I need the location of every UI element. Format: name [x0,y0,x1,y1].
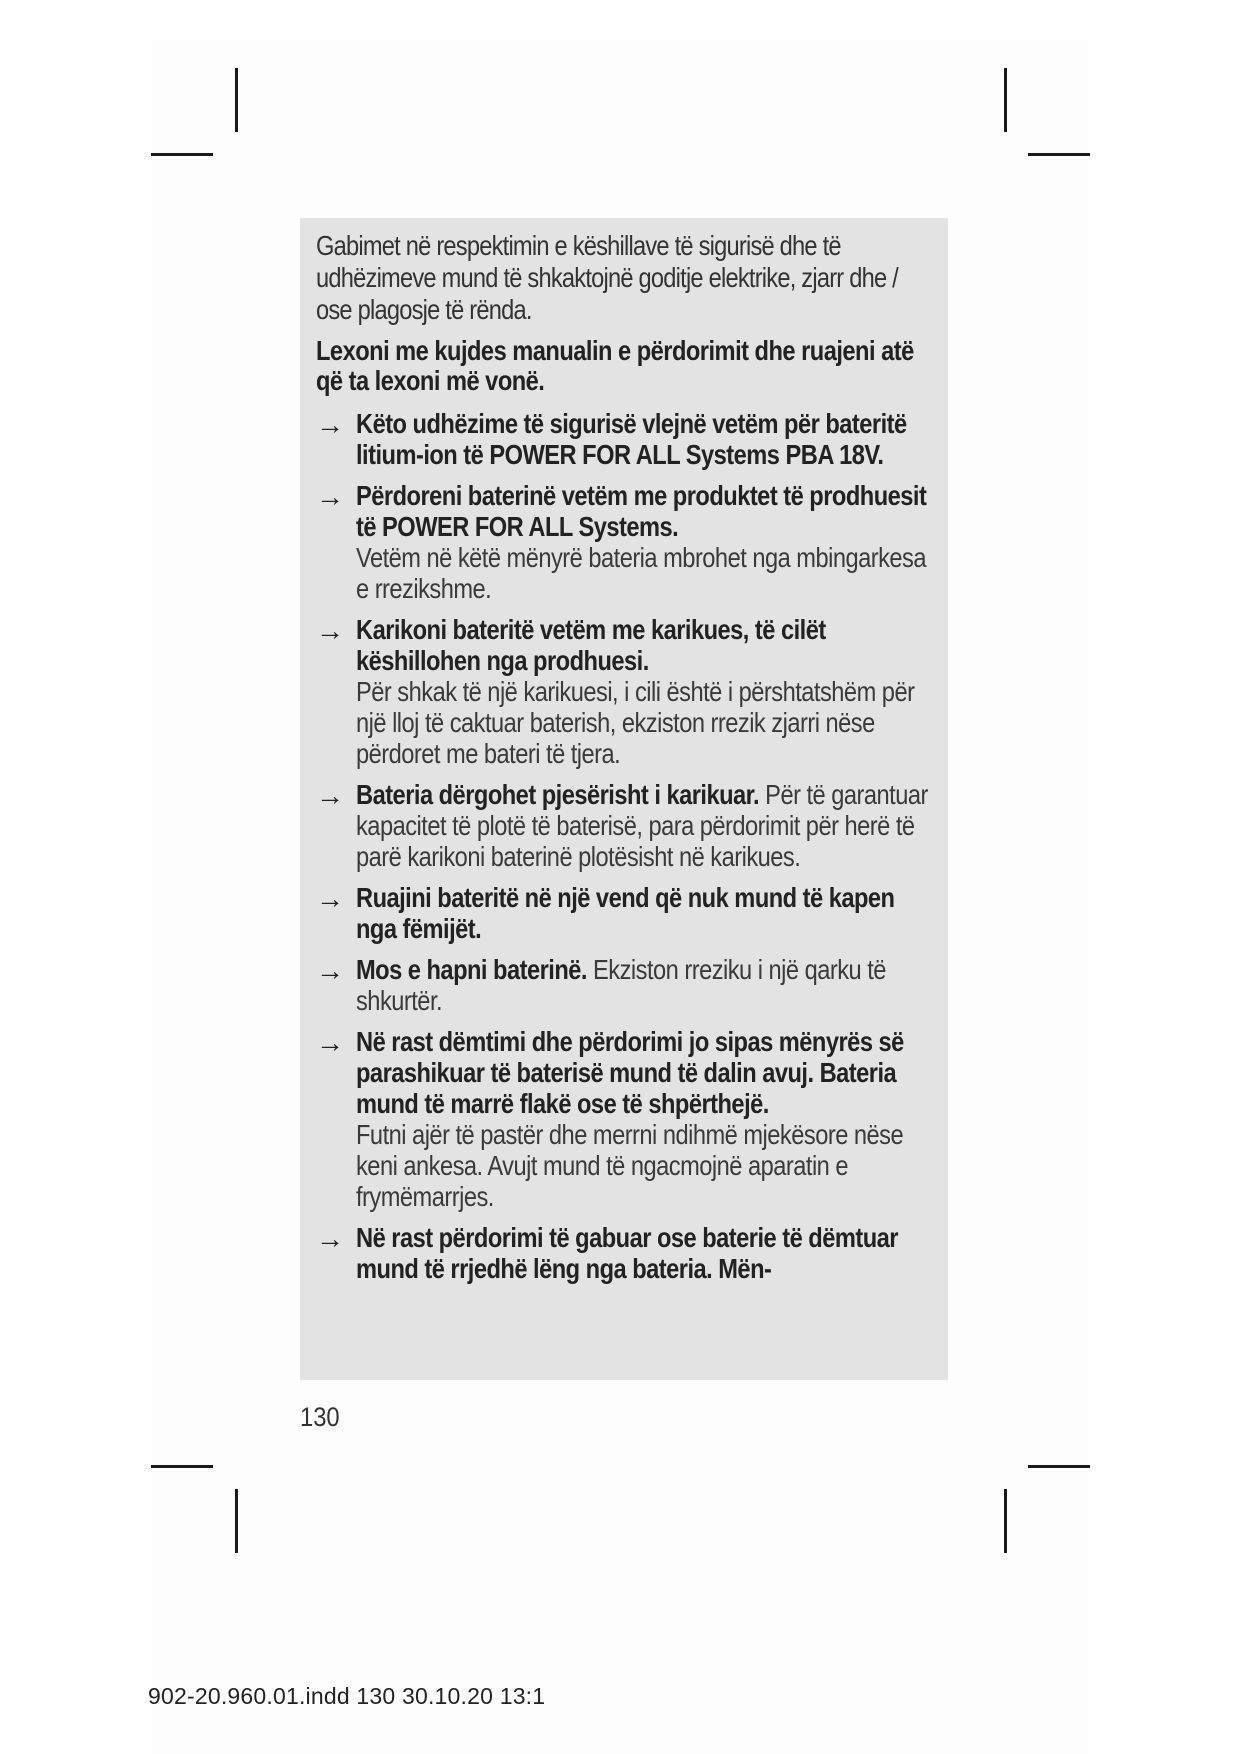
item-bold-text: Në rast dëmtimi dhe përdorimi jo sipas mënyrës së parashikuar të baterisë mund të dalin avuj. Bateria mund të marrë flakë ose të shpërthejë. [356,1026,904,1119]
crop-mark-top-right-horizontal [1028,153,1090,156]
crop-mark-bottom-left-vertical [235,1489,238,1553]
crop-mark-top-left-vertical [235,68,238,132]
item-normal-text: Vetëm në këtë mënyrë bateria mbrohet nga mbingarkesa e rrezikshme. [356,542,927,604]
list-item [316,408,934,470]
list-item [316,614,934,769]
crop-mark-bottom-right-vertical [1004,1489,1007,1553]
arrow-right-icon: → [316,1223,344,1254]
crop-mark-top-left-horizontal [151,153,213,156]
item-bold-text: Bateria dërgohet pjesërisht i karikuar. [356,779,760,810]
arrow-right-icon: → [316,955,344,986]
arrow-right-icon: → [316,409,344,440]
item-bold-text: Ruajini bateritë në një vend që nuk mund të kapen nga fëmijët. [356,882,895,944]
list-item [316,1026,934,1212]
safety-warning-box [300,218,948,1380]
intro-paragraph: Gabimet në respektimin e këshillave të sigurisë dhe të udhëzimeve mund të shkaktojnë goditje elektrike, zjarr dhe / ose plagosje të rënda. [316,230,898,325]
item-normal-text: Ekziston rreziku i një qarku të shkurtër. [356,954,886,1016]
item-normal-text: Për të garantuar kapacitet të plotë të baterisë, para përdorimit për herë të parë karikoni baterinë plotësisht në karikues. [356,779,928,872]
crop-mark-bottom-right-horizontal [1028,1465,1090,1468]
print-slug-line: 902-20.960.01.indd 130 30.10.20 13:1 [148,1683,546,1709]
list-item [316,779,934,872]
list-item [316,1222,934,1284]
read-manual-instruction: Lexoni me kujdes manualin e përdorimit dhe ruajeni atë që ta lexoni më vonë. [316,335,914,396]
item-normal-text: Futni ajër të pastër dhe merrni ndihmë mjekësore nëse keni ankesa. Avujt mund të ngacmojnë aparatin e frymëmarrjes. [356,1119,904,1212]
safety-instruction-list [316,408,934,1284]
arrow-right-icon: → [316,883,344,914]
item-bold-text: Mos e hapni baterinë. [356,954,587,985]
list-item [316,954,934,1016]
arrow-right-icon: → [316,481,344,512]
crop-mark-bottom-left-horizontal [151,1465,213,1468]
item-normal-text: Për shkak të një karikuesi, i cili është i përshtatshëm për një lloj të caktuar baterish, ekziston rrezik zjarri nëse përdoret me bateri të tjera. [356,676,915,769]
arrow-right-icon: → [316,1027,344,1058]
list-item [316,480,934,604]
item-bold-text: Karikoni bateritë vetëm me karikues, të cilët këshillohen nga prodhuesi. [356,614,826,676]
item-bold-text: Përdoreni baterinë vetëm me produktet të prodhuesit të POWER FOR ALL Systems. [356,480,927,542]
arrow-right-icon: → [316,780,344,811]
list-item [316,882,934,944]
crop-mark-top-right-vertical [1004,68,1007,132]
item-bold-text: Këto udhëzime të sigurisë vlejnë vetëm për bateritë litium-ion të POWER FOR ALL Systems PBA 18V. [356,408,907,470]
arrow-right-icon: → [316,615,344,646]
page-number: 130 [300,1402,340,1432]
item-bold-text: Në rast përdorimi të gabuar ose baterie të dëmtuar mund të rrjedhë lëng nga bateria. Mën- [356,1222,898,1284]
